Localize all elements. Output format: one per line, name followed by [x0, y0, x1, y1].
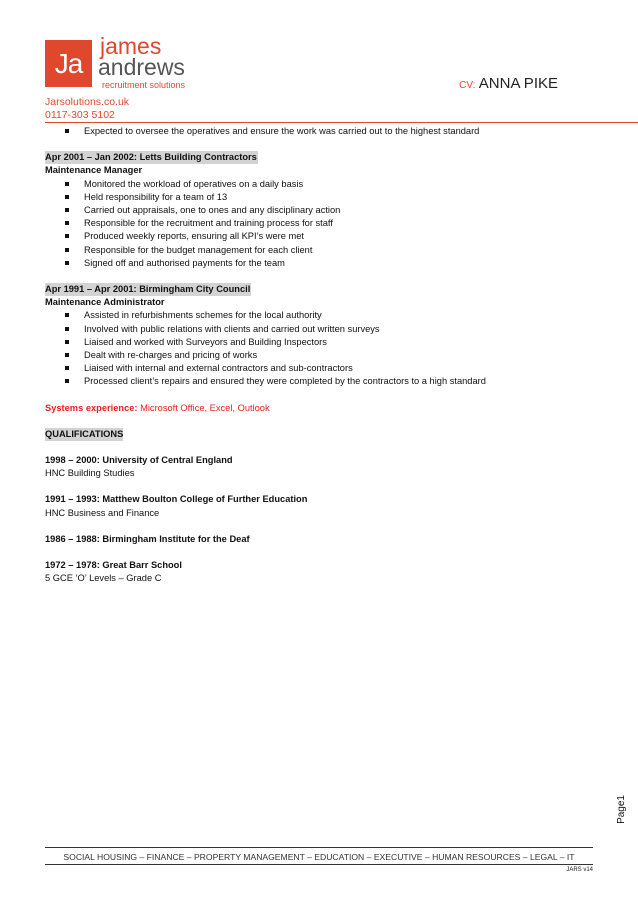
cv-name: ANNA PIKE: [478, 75, 558, 92]
intro-bullet-list: [45, 125, 615, 138]
job-entry: [45, 283, 615, 389]
footer-divider-bottom: [45, 864, 593, 865]
list-item: Signed off and authorised payments for the team: [45, 257, 615, 270]
qualification-entry: [45, 454, 615, 480]
logo-mark: Ja: [45, 40, 92, 87]
list-item: Involved with public relations with clients and carried out written surveys: [45, 323, 615, 336]
list-item: Expected to oversee the operatives and ensure the work was carried out to the highest standard: [45, 125, 615, 138]
cv-title: [459, 75, 558, 92]
logo-name-first: james: [100, 33, 162, 59]
job-role: Maintenance Administrator: [45, 297, 165, 308]
footer-sectors: SOCIAL HOUSING – FINANCE – PROPERTY MANAGEMENT – EDUCATION – EXECUTIVE – HUMAN RESOURCES – LEGAL – IT: [63, 852, 575, 862]
qualifications-heading: QUALIFICATIONS: [45, 428, 123, 441]
page-label: Page: [616, 800, 627, 824]
cv-body: [45, 125, 615, 585]
qualification-title: 1998 – 2000: University of Central England: [45, 455, 233, 466]
job-role: Maintenance Manager: [45, 165, 143, 176]
list-item: Produced weekly reports, ensuring all KPI’s were met: [45, 230, 615, 243]
page-number-value: 1: [616, 795, 627, 801]
systems-label: Systems experience:: [45, 402, 138, 413]
list-item: Processed client’s repairs and ensured they were completed by the contractors to a high standard: [45, 375, 615, 388]
job-heading: Apr 2001 – Jan 2002: Letts Building Contractors: [45, 151, 258, 164]
job-bullet-list: [45, 178, 615, 270]
list-item: Carried out appraisals, one to ones and any disciplinary action: [45, 204, 615, 217]
logo-name-last: andrews: [98, 54, 185, 80]
list-item: Monitored the workload of operatives on a daily basis: [45, 178, 615, 191]
job-heading: Apr 1991 – Apr 2001: Birmingham City Council: [45, 283, 251, 296]
list-item: Responsible for the budget management for each client: [45, 244, 615, 257]
qualification-entry: [45, 533, 615, 546]
list-item: Liaised and worked with Surveyors and Building Inspectors: [45, 336, 615, 349]
qualification-detail: 5 GCE ‘O’ Levels – Grade C: [45, 573, 162, 584]
list-item: Responsible for the recruitment and training process for staff: [45, 217, 615, 230]
list-item: Liaised with internal and external contractors and sub-contractors: [45, 362, 615, 375]
page-number: [616, 795, 627, 824]
qualification-title: 1986 – 1988: Birmingham Institute for the Deaf: [45, 533, 250, 544]
qualification-title: 1972 – 1978: Great Barr School: [45, 560, 182, 571]
list-item: Dealt with re-charges and pricing of works: [45, 349, 615, 362]
qualification-title: 1991 – 1993: Matthew Boulton College of Further Education: [45, 494, 308, 505]
systems-experience: [45, 402, 615, 415]
systems-value: Microsoft Office, Excel, Outlook: [140, 402, 270, 413]
qualification-detail: HNC Building Studies: [45, 468, 135, 479]
header-divider: [45, 122, 638, 123]
job-bullet-list: [45, 309, 615, 388]
qualification-detail: HNC Business and Finance: [45, 507, 160, 518]
job-entry: [45, 151, 615, 270]
list-item: Held responsibility for a team of 13: [45, 191, 615, 204]
contact-website[interactable]: Jarsolutions.co.uk: [45, 96, 130, 108]
contact-phone: 0117-303 5102: [45, 109, 115, 121]
list-item: Assisted in refurbishments schemes for the local authority: [45, 309, 615, 322]
footer-version: JARS v14: [566, 867, 593, 873]
qualification-entry: [45, 493, 615, 519]
qualification-entry: [45, 559, 615, 585]
logo-tagline: recruitment solutions: [102, 80, 186, 90]
cv-prefix: CV:: [459, 80, 476, 91]
footer-divider-top: [45, 847, 593, 848]
